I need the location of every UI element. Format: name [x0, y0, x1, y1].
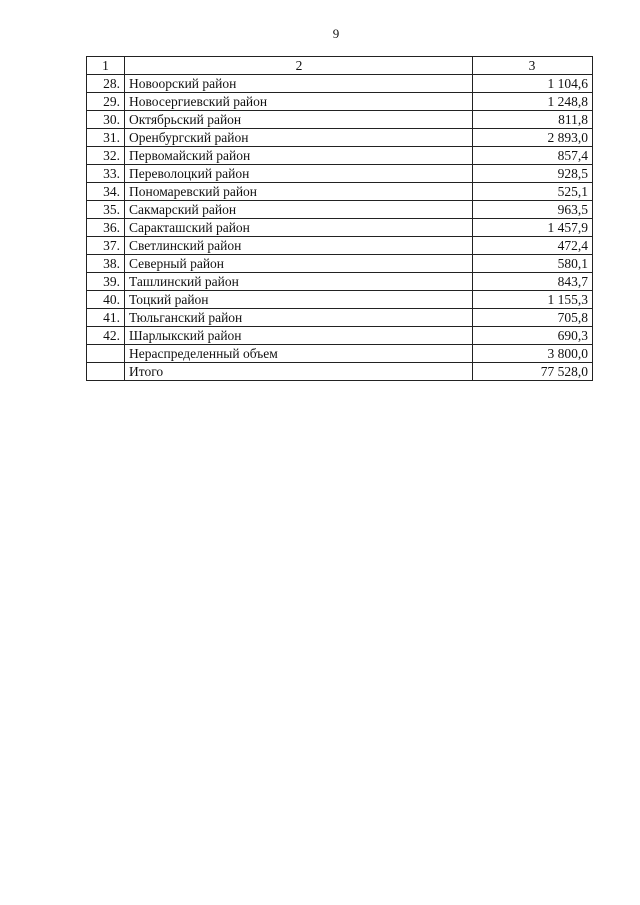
row-district-name: Северный район: [125, 255, 473, 273]
row-value: 3 800,0: [473, 345, 593, 363]
row-district-name: Тоцкий район: [125, 291, 473, 309]
row-number: 31.: [87, 129, 125, 147]
row-value: 1 248,8: [473, 93, 593, 111]
row-value: 705,8: [473, 309, 593, 327]
row-number: 29.: [87, 93, 125, 111]
table-row: [87, 183, 593, 201]
header-col-2: 2: [125, 57, 473, 75]
row-number: 32.: [87, 147, 125, 165]
row-district-name: Первомайский район: [125, 147, 473, 165]
row-number: [87, 363, 125, 381]
row-district-name: Светлинский район: [125, 237, 473, 255]
row-number: 41.: [87, 309, 125, 327]
row-district-name: Ташлинский район: [125, 273, 473, 291]
row-value: 1 155,3: [473, 291, 593, 309]
header-col-3: 3: [473, 57, 593, 75]
row-number: 40.: [87, 291, 125, 309]
table-header-row: [87, 57, 593, 75]
allocation-table: [86, 56, 593, 381]
row-value: 1 104,6: [473, 75, 593, 93]
row-district-name: Новосергиевский район: [125, 93, 473, 111]
row-district-name: Нераспределенный объем: [125, 345, 473, 363]
table-row: [87, 75, 593, 93]
row-number: 34.: [87, 183, 125, 201]
row-number: 38.: [87, 255, 125, 273]
row-value: 580,1: [473, 255, 593, 273]
row-district-name: Новоорский район: [125, 75, 473, 93]
row-number: 35.: [87, 201, 125, 219]
table-row: [87, 111, 593, 129]
row-value: 690,3: [473, 327, 593, 345]
row-district-name: Октябрьский район: [125, 111, 473, 129]
row-value: 2 893,0: [473, 129, 593, 147]
row-value: 857,4: [473, 147, 593, 165]
row-number: 28.: [87, 75, 125, 93]
row-value: 963,5: [473, 201, 593, 219]
row-district-name: Сакмарский район: [125, 201, 473, 219]
table-row: [87, 327, 593, 345]
row-number: 37.: [87, 237, 125, 255]
row-number: 36.: [87, 219, 125, 237]
table-row: [87, 129, 593, 147]
row-district-name: Переволоцкий район: [125, 165, 473, 183]
row-value: 525,1: [473, 183, 593, 201]
row-value: 1 457,9: [473, 219, 593, 237]
row-district-name: Тюльганский район: [125, 309, 473, 327]
row-number: [87, 345, 125, 363]
row-district-name: Пономаревский район: [125, 183, 473, 201]
table-row-unallocated: [87, 345, 593, 363]
row-number: 42.: [87, 327, 125, 345]
table-row: [87, 147, 593, 165]
table-row-total: [87, 363, 593, 381]
row-value: 472,4: [473, 237, 593, 255]
table-row: [87, 309, 593, 327]
row-number: 30.: [87, 111, 125, 129]
row-value: 77 528,0: [473, 363, 593, 381]
row-value: 811,8: [473, 111, 593, 129]
table-row: [87, 237, 593, 255]
row-district-name: Саракташский район: [125, 219, 473, 237]
table-body: [87, 75, 593, 381]
row-district-name: Итого: [125, 363, 473, 381]
row-number: 33.: [87, 165, 125, 183]
row-district-name: Оренбургский район: [125, 129, 473, 147]
table-row: [87, 93, 593, 111]
page-number: 9: [332, 26, 340, 41]
row-value: 928,5: [473, 165, 593, 183]
row-value: 843,7: [473, 273, 593, 291]
table-row: [87, 201, 593, 219]
table-row: [87, 273, 593, 291]
table-row: [87, 165, 593, 183]
row-number: 39.: [87, 273, 125, 291]
header-col-1: 1: [87, 57, 125, 75]
table-row: [87, 219, 593, 237]
table-row: [87, 291, 593, 309]
table-row: [87, 255, 593, 273]
row-district-name: Шарлыкский район: [125, 327, 473, 345]
